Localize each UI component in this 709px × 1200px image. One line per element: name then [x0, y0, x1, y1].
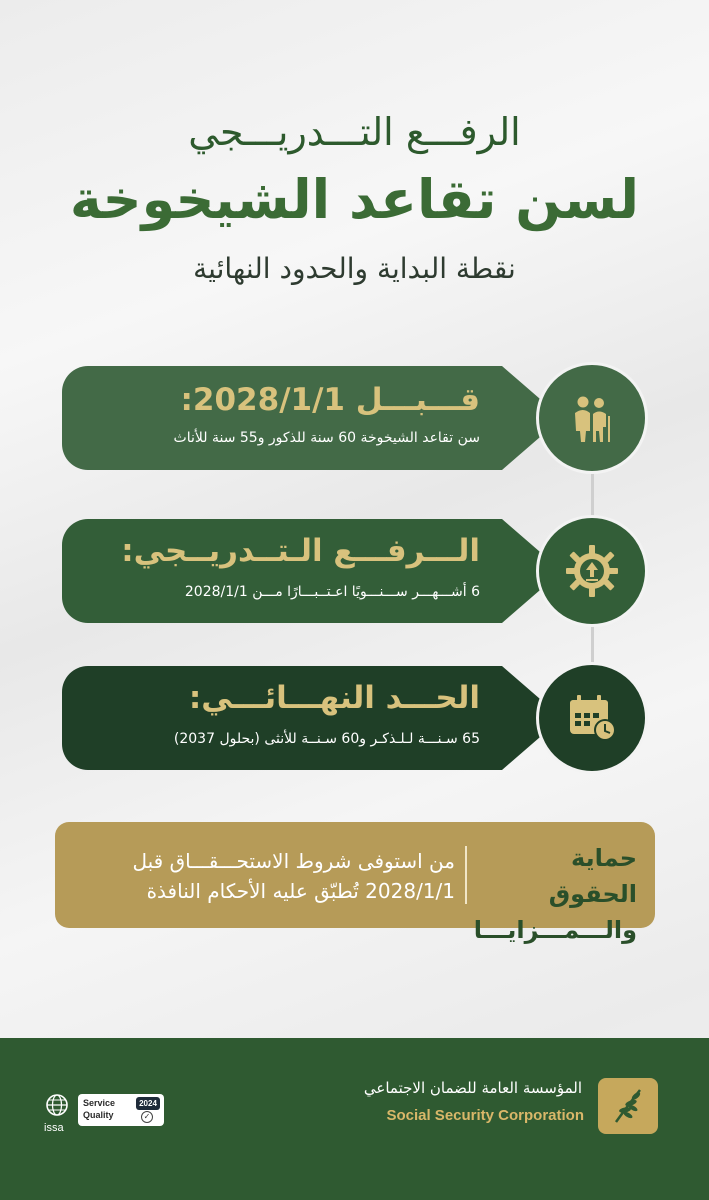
card-description: سن تقاعد الشيخوخة 60 سنة للذكور و55 سنة للأناث [173, 430, 480, 446]
service-quality-badge [78, 1094, 164, 1126]
service-quality-line: Service [83, 1098, 116, 1108]
card-description: 65 سـنـــة لـلـذكـر و60 سـنــة للأنثى (بحلول 2037) [173, 731, 480, 747]
subheading-start-and-final-limits: نقطة البداية والحدود النهائية [193, 252, 516, 285]
organization-logo [598, 1078, 658, 1134]
card-icon-circle [536, 515, 648, 627]
card-icon-circle [536, 662, 648, 774]
card-heading: قـــبـــل 2028/1/1: [180, 382, 480, 418]
palm-branch-icon [598, 1078, 658, 1134]
organization-name-english: Social Security Corporation [386, 1107, 584, 1124]
rights-protection-box [55, 822, 655, 944]
protection-title-line: والـــمـــزايـــا [473, 916, 637, 944]
organization-name-arabic: المؤسسة العامة للضمان الاجتماعي [363, 1079, 582, 1097]
connector-line [591, 623, 594, 665]
check-circle-icon: ✓ [141, 1111, 153, 1123]
protection-title-line: حماية الحقوق [548, 844, 637, 908]
heading-old-age-retirement-age: لسن تقاعد الشيخوخة [69, 168, 640, 231]
protection-text [77, 846, 455, 906]
calendar-clock-icon [564, 690, 620, 746]
elderly-couple-icon [565, 391, 619, 445]
service-quality-year: 2024 [136, 1097, 160, 1110]
card-heading: الحـــد النهـــائـــي: [188, 680, 480, 716]
protection-text-line: من استوفى شروط الاستحـــقـــاق قبل [132, 849, 455, 873]
card-heading: الـــرفـــع الـتــدريــجي: [121, 533, 480, 569]
protection-title [473, 840, 637, 948]
issa-label: issa [44, 1122, 64, 1134]
gear-upload-icon [563, 542, 621, 600]
divider [465, 846, 467, 904]
protection-text-line: 2028/1/1 تُطبّق عليه الأحكام النافذة [146, 879, 455, 903]
connector-line [591, 470, 594, 518]
heading-gradual-increase: الرفـــع التـــدريـــجي [188, 110, 521, 154]
service-quality-line: Quality [83, 1110, 114, 1120]
card-icon-circle [536, 362, 648, 474]
card-description: 6 أشـــهـــر ســـنـــويًا اعـتــبـــارًا مـــن 2028/1/1 [184, 584, 480, 600]
